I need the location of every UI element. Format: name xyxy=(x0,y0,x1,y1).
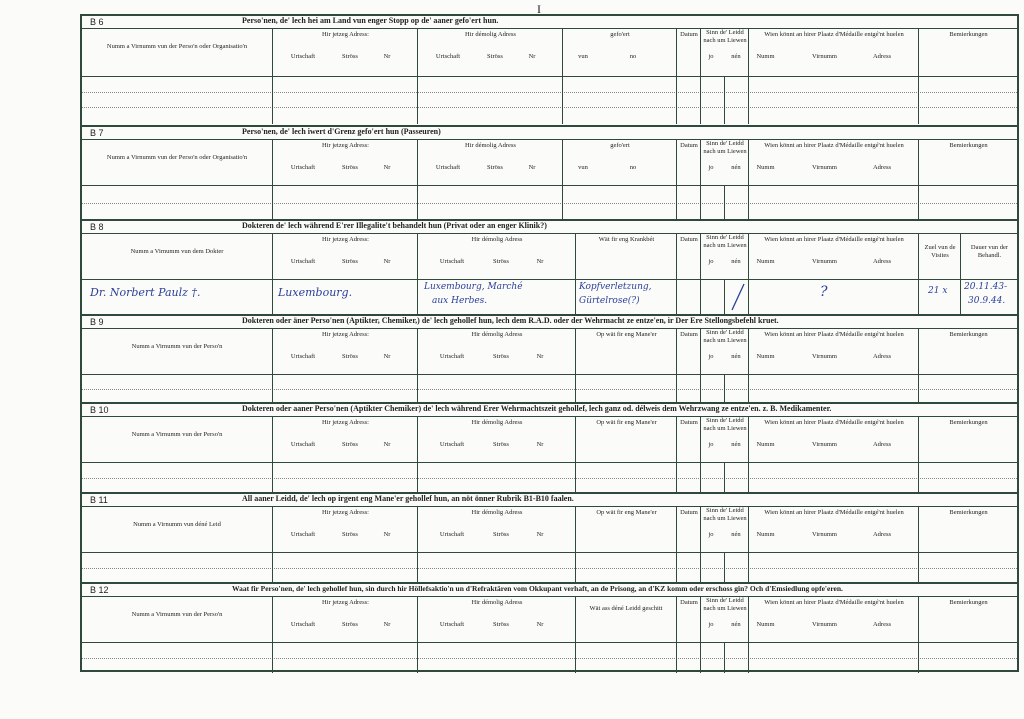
col-medal: Wien könnt an hirer Plaatz d'Médaille entgé'nt huelen xyxy=(764,142,904,149)
sub-adress: Adress xyxy=(872,53,892,60)
entry-rows xyxy=(82,185,1017,220)
col-datum: Datum xyxy=(680,31,698,38)
section-title: Waat fir Perso'nen, de' lech gehollef hun, sin durch hir Höllefsaktio'n un d'Refraktären vom Okkupant verhaft, an de Prisong, an d'KZ komm oder erschoss gin? Och d'Emsiedlung opfe'eren. xyxy=(232,584,843,593)
col-fled: gefo'ert xyxy=(610,31,630,38)
col-name-header: Numm a Virnumm vun der Perso'n xyxy=(131,431,223,438)
sub-nr: Nr xyxy=(383,441,391,448)
col-medal: Wien könnt an hirer Plaatz d'Médaille entgé'nt huelen xyxy=(764,509,904,516)
sub-virnumm: Virnumm xyxy=(812,53,837,60)
col-duration: Dauer vun der Behandl. xyxy=(970,244,1009,259)
sub-urtschaft: Urtschaft xyxy=(439,621,465,628)
form-frame xyxy=(80,14,1019,672)
sub-stross: Ströss xyxy=(487,164,503,171)
section-code: B 12 xyxy=(90,585,109,595)
col-remarks: Bemierkungen xyxy=(949,419,988,426)
sub-virnumm: Virnumm xyxy=(812,441,837,448)
sub-numm: Numm xyxy=(756,53,775,60)
sub-adress: Adress xyxy=(872,441,892,448)
sub-nen: nén xyxy=(731,53,741,60)
section-title: Dokteren de' lech während E'rer Illegalite't behandelt hun (Privat oder an enger Klinik?) xyxy=(242,221,547,230)
section-b8 xyxy=(82,219,1017,314)
section-code: B 10 xyxy=(90,405,109,415)
col-datum: Datum xyxy=(680,599,698,606)
sub-nr: Nr xyxy=(536,353,544,360)
sub-stross: Ströss xyxy=(493,621,509,628)
sub-jo: jo xyxy=(708,621,714,628)
col-former-address: Hir démolig Adress xyxy=(471,419,523,426)
sub-nr: Nr xyxy=(536,531,544,538)
section-b6 xyxy=(82,16,1017,123)
section-title: Dokteren oder aaner Perso'nen (Aptikter Chemiker) de' lech während Erer Wehrmachtszeit gehollef, lech ganz od. délweis dem Wehrzwang ze entze'en. z. B. Medikamenter. xyxy=(242,404,832,413)
col-former-address: Hir démolig Adress xyxy=(471,236,523,243)
col-datum: Datum xyxy=(680,509,698,516)
entry-rows xyxy=(82,552,1017,583)
sub-virnumm: Virnumm xyxy=(812,353,837,360)
col-datum: Datum xyxy=(680,419,698,426)
col-remarks: Bemierkungen xyxy=(949,31,988,38)
sub-jo: jo xyxy=(708,531,714,538)
section-b12 xyxy=(82,582,1017,672)
col-name-header: Numm a Virnumm vun der Perso'n xyxy=(131,343,223,350)
sub-stross: Ströss xyxy=(493,353,509,360)
section-b9 xyxy=(82,314,1017,402)
entry-current-place: Luxembourg. xyxy=(278,286,353,299)
sub-nr: Nr xyxy=(383,53,391,60)
section-title: Perso'nen, de' lech iwert d'Grenz gefo'ert hun (Passeuren) xyxy=(242,127,441,136)
sub-numm: Numm xyxy=(756,531,775,538)
slash-mark xyxy=(730,282,746,312)
col-current-address: Hir jetzeg Adress: xyxy=(322,599,369,606)
col-remarks: Bemierkungen xyxy=(949,331,988,338)
section-header xyxy=(82,416,1017,463)
col-medal: Wien könnt an hirer Plaatz d'Médaille entgé'nt huelen xyxy=(764,331,904,338)
sub-nen: nén xyxy=(731,531,741,538)
sub-nen: nén xyxy=(731,164,741,171)
col-former-address: Hir démolig Adress xyxy=(471,599,523,606)
sub-urtschaft: Urtschaft xyxy=(439,531,465,538)
col-former-address: Hir démolig Adress xyxy=(465,31,516,38)
sub-jo: jo xyxy=(708,441,714,448)
col-medal: Wien könnt an hirer Plaatz d'Médaille entgé'nt huelen xyxy=(764,419,904,426)
sub-urtschaft: Urtschaft xyxy=(290,164,316,171)
col-former-address: Hir démolig Adress xyxy=(471,331,523,338)
col-medal: Wien könnt an hirer Plaatz d'Médaille entgé'nt huelen xyxy=(764,31,904,38)
entry-visits: 21 x xyxy=(928,286,948,296)
sub-stross: Ströss xyxy=(493,441,509,448)
col-fled: gefo'ert xyxy=(610,142,630,149)
col-name-header: Numm a Virnumm vun déné Leid xyxy=(133,521,221,528)
entry-former-address-1: Luxembourg, Marché xyxy=(424,282,523,292)
sub-urtschaft: Urtschaft xyxy=(290,441,316,448)
section-header xyxy=(82,506,1017,553)
sub-nr: Nr xyxy=(536,258,544,265)
sub-nen: nén xyxy=(731,441,741,448)
col-alive: Sinn de' Leidd nach um Liewen xyxy=(703,507,747,522)
col-current-address: Hir jetzeg Adress: xyxy=(322,236,369,243)
col-medal: Wien könnt an hirer Plaatz d'Médaille entgé'nt huelen xyxy=(764,236,904,243)
sub-vun: vun xyxy=(578,164,588,171)
entry-medal-mark: ? xyxy=(820,284,828,300)
col-remarks: Bemierkungen xyxy=(949,509,988,516)
sub-nen: nén xyxy=(731,258,741,265)
sub-virnumm: Virnumm xyxy=(812,164,837,171)
section-header xyxy=(82,596,1017,643)
sub-stross: Ströss xyxy=(342,353,358,360)
sub-urtschaft: Urtschaft xyxy=(435,53,461,60)
col-datum: Datum xyxy=(680,142,698,149)
section-code: B 6 xyxy=(90,17,104,27)
section-code: B 8 xyxy=(90,222,104,232)
section-header xyxy=(82,139,1017,186)
col-visits: Zuel vun de Visites xyxy=(924,244,956,259)
col-what-happened: Wät ass déné Leidd geschitt xyxy=(589,605,663,612)
col-current-address: Hir jetzeg Adress: xyxy=(322,509,369,516)
sub-stross: Ströss xyxy=(487,53,503,60)
sub-nr: Nr xyxy=(528,164,536,171)
col-former-address: Hir démolig Adress xyxy=(471,509,523,516)
sub-adress: Adress xyxy=(872,258,892,265)
col-former-address: Hir démolig Adress xyxy=(465,142,516,149)
sub-urtschaft: Urtschaft xyxy=(290,53,316,60)
sub-virnumm: Virnumm xyxy=(812,621,837,628)
section-header xyxy=(82,28,1017,77)
sub-stross: Ströss xyxy=(342,621,358,628)
col-name-header: Numm a Virnumm vun dem Dokter xyxy=(130,248,224,255)
sub-numm: Numm xyxy=(756,164,775,171)
col-current-address: Hir jetzeg Adress: xyxy=(322,331,369,338)
entry-duration-2: 30.9.44. xyxy=(968,296,1006,306)
sub-adress: Adress xyxy=(872,531,892,538)
sub-stross: Ströss xyxy=(342,164,358,171)
sub-adress: Adress xyxy=(872,353,892,360)
entry-rows xyxy=(82,76,1017,124)
sub-numm: Numm xyxy=(756,441,775,448)
page-mark: I xyxy=(537,2,541,16)
sub-numm: Numm xyxy=(756,258,775,265)
sub-stross: Ströss xyxy=(493,531,509,538)
entry-doctor-name: Dr. Norbert Paulz †. xyxy=(90,286,201,299)
entry-rows xyxy=(82,642,1017,673)
entry-former-address-2: aux Herbes. xyxy=(432,296,488,306)
entry-rows xyxy=(82,279,1017,315)
sub-urtschaft: Urtschaft xyxy=(439,258,465,265)
col-remarks: Bemierkungen xyxy=(949,599,988,606)
section-title: All aaner Leidd, de' lech op irgent eng Mane'er gehollef hun, an nöt önner Rubrik B1-B10 faalen. xyxy=(242,494,574,503)
col-manner: Op wät fir eng Mane'er xyxy=(596,331,657,338)
col-alive: Sinn de' Leidd nach um Liewen xyxy=(703,29,747,44)
sub-stross: Ströss xyxy=(342,531,358,538)
sub-jo: jo xyxy=(708,353,714,360)
section-title: Perso'nen, de' lech hei am Land vun enger Stopp op de' aaner gefo'ert hun. xyxy=(242,16,499,25)
sub-nr: Nr xyxy=(383,621,391,628)
entry-rows xyxy=(82,462,1017,493)
col-remarks: Bemierkungen xyxy=(949,142,988,149)
sub-urtschaft: Urtschaft xyxy=(290,353,316,360)
section-b10 xyxy=(82,402,1017,492)
sub-urtschaft: Urtschaft xyxy=(439,441,465,448)
section-title: Dokteren oder äner Perso'nen (Aptikter, Chemiker,) de' lech gehollef hun, lech dem R.A.D. oder der Wehrmacht ze entze'en, ir Der Ere Stellongsbefehl kruet. xyxy=(242,316,779,325)
col-current-address: Hir jetzeg Adress: xyxy=(322,142,369,149)
sub-adress: Adress xyxy=(872,621,892,628)
section-code: B 7 xyxy=(90,128,104,138)
sub-stross: Ströss xyxy=(342,258,358,265)
col-medal: Wien könnt an hirer Plaatz d'Médaille entgé'nt huelen xyxy=(764,599,904,606)
sub-nr: Nr xyxy=(536,441,544,448)
sub-jo: jo xyxy=(708,258,714,265)
col-current-address: Hir jetzeg Adress: xyxy=(322,419,369,426)
sub-nr: Nr xyxy=(383,258,391,265)
col-name-header: Numm a Virnumm vun der Perso'n xyxy=(131,611,223,618)
col-manner: Op wät fir eng Mane'er xyxy=(596,509,657,516)
sub-urtschaft: Urtschaft xyxy=(439,353,465,360)
section-header xyxy=(82,233,1017,280)
sub-no: no xyxy=(629,164,637,171)
sub-nr: Nr xyxy=(536,621,544,628)
section-code: B 11 xyxy=(90,495,108,505)
col-alive: Sinn de' Leidd nach um Liewen xyxy=(703,597,747,612)
sub-numm: Numm xyxy=(756,353,775,360)
col-illness: Wät fir eng Krankbét xyxy=(598,236,655,243)
entry-illness-2: Gürtelrose(?) xyxy=(579,296,640,306)
sub-urtschaft: Urtschaft xyxy=(290,621,316,628)
sub-nr: Nr xyxy=(528,53,536,60)
sub-numm: Numm xyxy=(756,621,775,628)
section-b7 xyxy=(82,125,1017,219)
sub-urtschaft: Urtschaft xyxy=(435,164,461,171)
col-alive: Sinn de' Leidd nach um Liewen xyxy=(703,140,747,155)
sub-nr: Nr xyxy=(383,353,391,360)
sub-virnumm: Virnumm xyxy=(812,258,837,265)
col-alive: Sinn de' Leidd nach um Liewen xyxy=(703,417,747,432)
sub-stross: Ströss xyxy=(342,441,358,448)
sub-stross: Ströss xyxy=(342,53,358,60)
sub-nr: Nr xyxy=(383,164,391,171)
sub-jo: jo xyxy=(708,53,714,60)
sub-urtschaft: Urtschaft xyxy=(290,531,316,538)
sub-virnumm: Virnumm xyxy=(812,531,837,538)
col-datum: Datum xyxy=(680,331,698,338)
section-header xyxy=(82,328,1017,375)
col-name-header: Numm a Virnumm vun der Perso'n oder Organisatio'n xyxy=(106,43,248,50)
sub-no: no xyxy=(629,53,637,60)
col-name-header: Numm a Virnumm vun der Perso'n oder Organisatio'n xyxy=(106,154,248,161)
sub-jo: jo xyxy=(708,164,714,171)
sub-adress: Adress xyxy=(872,164,892,171)
sub-nen: nén xyxy=(731,353,741,360)
sub-nr: Nr xyxy=(383,531,391,538)
col-alive: Sinn de' Leidd nach um Liewen xyxy=(703,329,747,344)
sub-stross: Ströss xyxy=(493,258,509,265)
sub-vun: vun xyxy=(578,53,588,60)
col-alive: Sinn de' Leidd nach um Liewen xyxy=(703,234,747,249)
col-datum: Datum xyxy=(680,236,698,243)
sub-nen: nén xyxy=(731,621,741,628)
entry-duration-1: 20.11.43- xyxy=(964,282,1008,292)
sub-urtschaft: Urtschaft xyxy=(290,258,316,265)
col-manner: Op wät fir eng Mane'er xyxy=(596,419,657,426)
col-current-address: Hir jetzeg Adress: xyxy=(322,31,369,38)
entry-rows xyxy=(82,374,1017,403)
section-code: B 9 xyxy=(90,317,104,327)
entry-illness-1: Kopfverletzung, xyxy=(579,282,652,292)
section-b11 xyxy=(82,492,1017,582)
